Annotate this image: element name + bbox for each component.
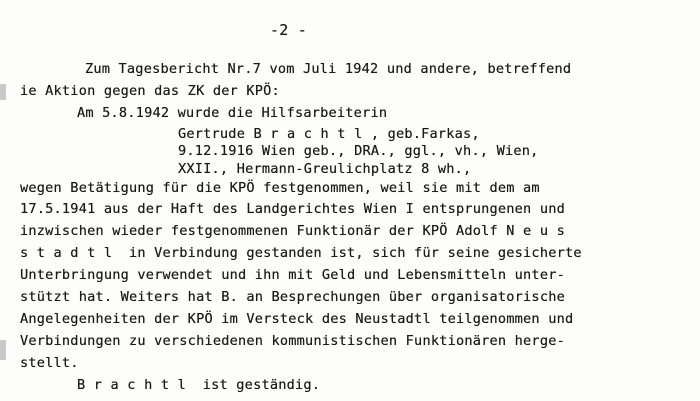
text-line: B r a c h t l ist geständig. — [77, 377, 321, 393]
text-line: stellt. — [20, 355, 79, 371]
text-line: wegen Betätigung für die KPÖ festgenommen, weil sie mit dem am — [20, 180, 540, 196]
text-line: Angelegenheiten der KPÖ im Versteck des Neustadtl teilgenommen und — [20, 311, 574, 327]
text-line: stützt hat. Weiters hat B. an Besprechungen über organisatorische — [20, 289, 565, 305]
margin-mark — [0, 340, 6, 360]
text-line: Zum Tagesbericht Nr.7 vom Juli 1942 und andere, betreffend — [85, 61, 572, 77]
text-line: Unterbringung verwendet und ihn mit Geld und Lebensmitteln unter- — [20, 267, 565, 283]
text-line: Verbindungen zu verschiedenen kommunistischen Funktionären herge- — [20, 333, 565, 349]
page-number: -2 - — [270, 21, 307, 39]
text-line: 17.5.1941 aus der Haft des Landgerichtes Wien I entsprungenen und — [20, 201, 565, 217]
text-line: 9.12.1916 Wien geb., DRA., ggl., vh., Wien, — [178, 143, 539, 159]
text-line: inzwischen wieder festgenommenen Funktionär der KPÖ Adolf N e u s — [20, 223, 565, 239]
margin-mark — [0, 84, 6, 100]
text-line: XXII., Hermann-Greulichplatz 8 wh., — [178, 161, 472, 177]
text-line: Am 5.8.1942 wurde die Hilfsarbeiterin — [77, 105, 388, 121]
text-line: Gertrude B r a c h t l , geb.Farkas, — [178, 126, 480, 142]
text-line: s t a d t l in Verbindung gestanden ist, sich für seine gesicherte — [20, 245, 582, 261]
text-line: ie Aktion gegen das ZK der KPÖ: — [20, 83, 280, 99]
